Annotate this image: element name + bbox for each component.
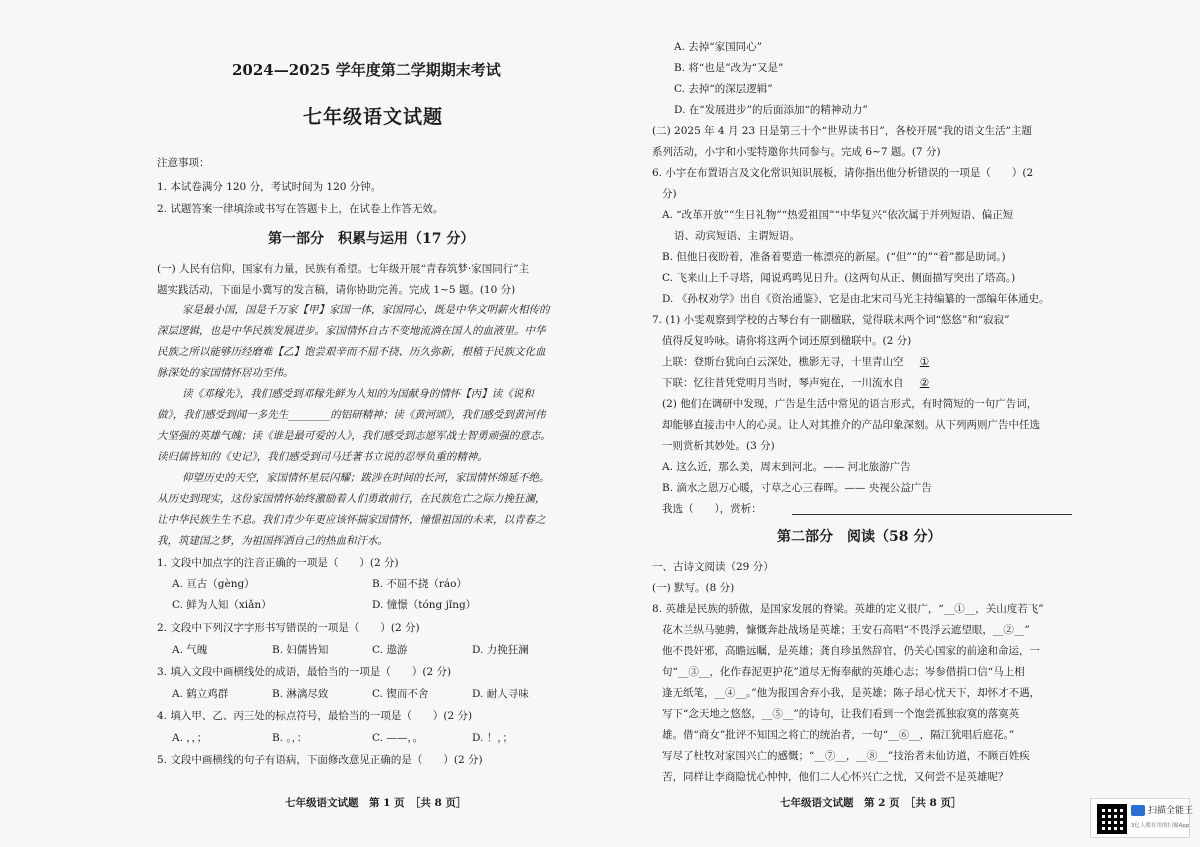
question-2: 2. 文段中下列汉字字形书写错误的一项是（ ）(2 分) [157, 622, 420, 634]
q5-option-c: C. 去掉“的深层逻辑” [674, 83, 773, 95]
exam-title: 2024—2025 学年度第二学期期末考试 [232, 61, 501, 79]
passage-line: 仰望历史的天空，家国情怀星辰闪耀；跋涉在时间的长河，家国情怀绵延不绝。 [182, 472, 550, 484]
question-8-line: 苦，同样让李商隐忧心忡忡，他们二人心怀兴亡之忧，又何尝不是英雄呢？ [662, 771, 1009, 783]
q5-option-a: A. 去掉“家国同心” [674, 41, 762, 53]
q5-option-b: B. 将“也是”改为“又是” [674, 62, 784, 74]
q4-option-a: A. ，，； [172, 732, 208, 744]
exam-page-2 [652, 0, 1082, 847]
q1-option-c: C. 鲜为人知（xiǎn） [172, 599, 272, 611]
exam-page-1 [150, 0, 580, 847]
scanner-tagline: 3亿人都在用的扫描App [1131, 823, 1190, 829]
passage-line: 我，筑建国之梦，为祖国挥洒自己的热血和汗水。 [157, 535, 388, 547]
q4-option-d: D. ！，； [472, 732, 513, 744]
couplet-lower-text: 下联：忆往昔凭党明月当时，琴声宛在，一川流水自 [662, 377, 904, 389]
passage-line: 民族之所以能够历经磨难【乙】饱尝艰辛而不屈不挠、历久弥新，根植于民族文化血 [157, 346, 546, 358]
passage-line: 大坚强的英雄气魄；读《谁是最可爱的人》，我们感受到志愿军战士智勇顽强的意志。 [157, 430, 551, 442]
camscanner-logo-icon [1131, 805, 1145, 816]
q1-option-a: A. 亘古（gèng） [172, 578, 255, 590]
passage-line: 读《邓稼先》，我们感受到邓稼先鲜为人知的为国献身的情怀【丙】读《说和 [182, 388, 534, 400]
question-4: 4. 填入甲、乙、丙三处的标点符号，最恰当的一项是（ ）(2 分) [157, 710, 473, 722]
q6-option-a-cont: 语、动宾短语、主谓短语。 [674, 230, 800, 242]
notes-heading: 注意事项： [157, 157, 210, 169]
scanner-watermark [1090, 798, 1194, 838]
part2-heading: 第二部分 阅读（58 分） [777, 529, 942, 545]
passage-line: 从历史到现实，这份家国情怀始终激励着人们勇敢前行，在民族危亡之际力挽狂澜， [157, 493, 546, 505]
q1-option-b: B. 不屈不挠（ráo） [372, 578, 467, 590]
passage-line: 读归儒皆知的《史记》，我们感受到司马迁著书立说的忍辱负重的精神。 [157, 451, 488, 463]
subsection-dictation: (一) 默写。(8 分) [652, 582, 735, 594]
question-8-line: 写下“念天地之悠悠，__⑤__”的诗句，让我们看到一个饱尝孤独寂寞的落寞英 [662, 708, 1020, 720]
passage-line: 深层逻辑，也是中华民族发展进步。家国情怀自古不变地流淌在国人的血液里。中华 [157, 325, 546, 337]
answer-line [792, 514, 1072, 515]
q2-option-a: A. 气魄 [172, 644, 208, 656]
couplet-lower [662, 376, 946, 390]
question-6: 6. 小宇在布置语言及文化常识知识展板，请你指出他分析错误的一项是（ ）(2 [652, 167, 1034, 179]
passage-line: 做》，我们感受到闻一多先生________的铝研精神；读《黄河颂》，我们感受到黄河伟 [157, 409, 546, 421]
q4-option-b: B. 。，： [272, 732, 308, 744]
question-7-part2: (2) 他们在调研中发现，广告是生活中常见的语言形式，有时简短的一句广告词， [662, 398, 1038, 410]
question-3: 3. 填入文段中画横线处的成语，最恰当的一项是（ ）(2 分) [157, 666, 452, 678]
question-8-line: 逢无纸笔，__④__。”他为报国舍弃小我，是英雄；陈子昂心忧天下，却怀才不遇， [662, 687, 1041, 699]
q3-option-b: B. 淋漓尽致 [272, 688, 329, 700]
q2-option-b: B. 妇儒皆知 [272, 644, 329, 656]
question-7-part1: 7. (1) 小雯观察到学校的古琴台有一副楹联，觉得联末两个词“悠悠”和“寂寂” [652, 314, 1010, 326]
q5-option-d: D. 在“发展进步”的后面添加“的精神动力” [674, 104, 868, 116]
q6-option-c: C. 飞来山上千寻塔，闻说鸡鸣见日升。(这两句从正、侧面描写突出了塔高。) [662, 272, 1016, 284]
part1-heading: 第一部分 积累与运用（17 分） [268, 231, 475, 247]
q6-option-b: B. 但他日夜盼着，准备着要造一栋漂亮的新屋。(“但”“的”“着”都是助词。) [662, 251, 1006, 263]
q3-option-a: A. 鹤立鸡群 [172, 688, 229, 700]
section-classical-reading: 一、古诗文阅读（29 分） [652, 561, 774, 573]
q6-option-d: D. 《孙权劝学》出自《资治通鉴》，它是由北宋司马光主持编纂的一部编年体通史。 [662, 293, 1050, 305]
note-1: 1. 本试卷满分 120 分，考试时间为 120 分钟。 [157, 181, 382, 193]
q7-option-b: B. 滴水之恩万心暖，寸草之心三春晖。—— 央视公益广告 [662, 482, 932, 494]
question-7-part2-cont: 一则赏析其妙处。(3 分) [662, 440, 775, 452]
q4-option-c: C. ——，。 [372, 732, 424, 744]
q2-option-d: D. 力挽狂澜 [472, 644, 529, 656]
couplet-upper [662, 355, 946, 369]
scanner-app-name: 扫描全能王 [1148, 806, 1194, 816]
couplet-upper-text: 上联：登斯台犹向白云深处，樵影无寻，十里青山空 [662, 356, 904, 368]
question-6-cont: 分) [662, 188, 677, 200]
question-7-part1-cont: 值得反复吟咏。请你将这两个词还原到楹联中。(2 分) [662, 335, 912, 347]
q3-option-c: C. 锲而不舍 [372, 688, 429, 700]
question-5: 5. 文段中画横线的句子有语病，下面修改意见正确的是（ ）(2 分) [157, 754, 483, 766]
question-8-line: 花木兰纵马驰骋，慷慨奔赴战场是英雄；王安石高唱“不畏浮云遮望眼，__②__” [662, 624, 1030, 636]
question-1: 1. 文段中加点字的注音正确的一项是（ ）(2 分) [157, 557, 399, 569]
section1-intro-line1: (一) 人民有信仰，国家有力量，民族有希望。七年级开展“青春筑梦·家国同行”主 [157, 263, 530, 275]
passage-line: 家是最小国，国是千万家【甲】家国一体，家国同心，既是中华文明薪火相传的 [182, 304, 550, 316]
question-8-line: 雄。借“商女”批评不知国之将亡的统治者，一句“__⑥__，隔江犹唱后庭花。” [662, 729, 1015, 741]
q7-answer-prompt: 我选（ ），赏析： [662, 503, 762, 515]
question-8-line: 他不畏奸邪，高瞻远瞩，是英雄；龚自珍虽然辞官，仍关心国家的前途和命运，一 [662, 645, 1040, 657]
q1-option-d: D. 憧憬（tóng jǐng） [372, 599, 477, 611]
passage-line: 脉深处的家国情怀居功至伟。 [157, 367, 294, 379]
q7-option-a: A. 这么近，那么美，周末到河北。—— 河北旅游广告 [662, 461, 911, 473]
question-8-line: 8. 英雄是民族的骄傲，是国家发展的脊梁。英雄的定义很广，“__①__，关山度若飞” [652, 603, 1044, 615]
q3-option-d: D. 耐人寻味 [472, 688, 529, 700]
section2-intro-line1: (二) 2025 年 4 月 23 日是第三十个“世界读书日”，各校开展“我的语文生活”主题 [652, 125, 1032, 137]
q6-option-a: A. “改革开放”“生日礼物”“热爱祖国”“中华复兴”依次属于并列短语、偏正短 [662, 209, 1014, 221]
note-2: 2. 试题答案一律填涂或书写在答题卡上，在试卷上作答无效。 [157, 203, 444, 215]
section2-intro-line2: 系列活动，小宇和小雯特邀你共同参与。完成 6~7 题。(7 分) [652, 146, 941, 158]
page-footer: 七年级语文试题 第 1 页 ［共 8 页］ [285, 797, 467, 809]
page-footer: 七年级语文试题 第 2 页 ［共 8 页］ [780, 797, 962, 809]
question-8-line: 写尽了杜牧对家国兴亡的感慨；“__⑦__，__⑧__”技治者未仙访道，不顾百姓疾 [662, 750, 1030, 762]
section1-intro-line2: 题实践活动，下面是小冀写的发言稿，请你协助完善。完成 1~5 题。(10 分) [157, 284, 516, 296]
qr-code-icon [1097, 804, 1127, 834]
q2-option-c: C. 遨游 [372, 644, 408, 656]
passage-line: 让中华民族生生不息。我们青少年更应该怀揣家国情怀，憧憬祖国的未来，以青春之 [157, 514, 546, 526]
question-8-line: 句“__③__，化作春泥更护花”道尽无悔奉献的英雄心志；岑参借捐口信“马上相 [662, 666, 1025, 678]
question-7-part2-cont: 却能够直接击中人的心灵。让人对其推介的产品印象深刻。从下列两则广告中任选 [662, 419, 1040, 431]
couplet-lower-blank: ② [919, 377, 930, 389]
subject-title: 七年级语文试题 [303, 106, 444, 128]
couplet-upper-blank: ① [919, 356, 930, 368]
